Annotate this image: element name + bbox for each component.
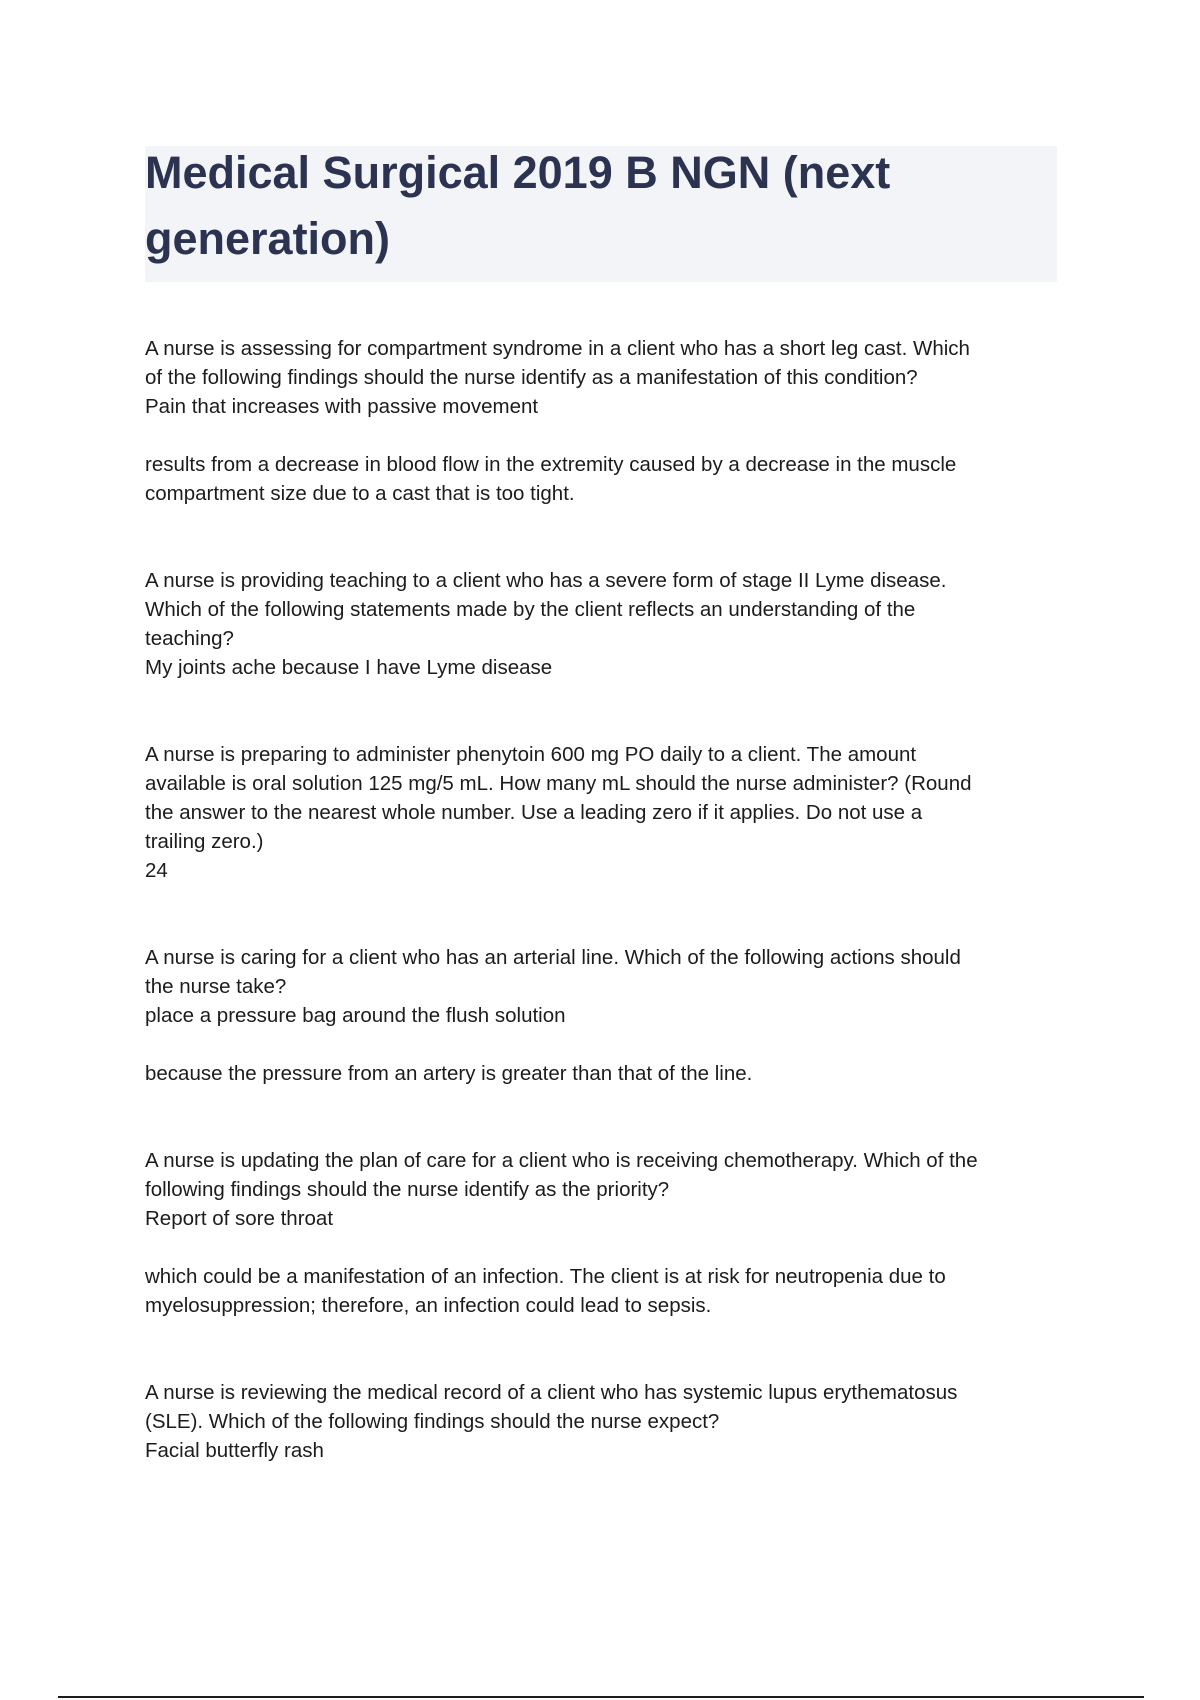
question-line: A nurse is assessing for compartment syndrome in a client who has a short leg cast. Which bbox=[145, 337, 970, 360]
question-line: of the following findings should the nurse identify as a manifestation of this condition? bbox=[145, 366, 918, 389]
qa-item bbox=[145, 1378, 1055, 1465]
question-line: the answer to the nearest whole number. Use a leading zero if it applies. Do not use a bbox=[145, 801, 923, 824]
question-line: A nurse is caring for a client who has an arterial line. Which of the following actions should bbox=[145, 946, 961, 969]
explanation-line: results from a decrease in blood flow in the extremity caused by a decrease in the muscle bbox=[145, 453, 957, 476]
question-line: (SLE). Which of the following findings should the nurse expect? bbox=[145, 1410, 720, 1433]
document-title: Medical Surgical 2019 B NGN (next generation) bbox=[145, 147, 891, 264]
question-line: A nurse is preparing to administer phenytoin 600 mg PO daily to a client. The amount bbox=[145, 743, 917, 766]
qa-item bbox=[145, 334, 1055, 508]
qa-item bbox=[145, 740, 1055, 885]
explanation bbox=[145, 450, 1055, 508]
footer-divider bbox=[58, 1696, 1144, 1698]
question-line: the nurse take? bbox=[145, 975, 287, 998]
question-line: teaching? bbox=[145, 627, 234, 650]
explanation-line: because the pressure from an artery is greater than that of the line. bbox=[145, 1062, 753, 1085]
qa-item bbox=[145, 566, 1055, 682]
explanation-line: myelosuppression; therefore, an infection could lead to sepsis. bbox=[145, 1294, 712, 1317]
answer: place a pressure bag around the flush solution bbox=[145, 1004, 566, 1027]
answer: My joints ache because I have Lyme disease bbox=[145, 656, 553, 679]
answer: Pain that increases with passive movement bbox=[145, 395, 539, 418]
question-line: following findings should the nurse identify as the priority? bbox=[145, 1178, 670, 1201]
answer: 24 bbox=[145, 859, 168, 882]
qa-item bbox=[145, 943, 1055, 1088]
explanation bbox=[145, 1059, 1055, 1088]
explanation bbox=[145, 1262, 1055, 1320]
answer: Facial butterfly rash bbox=[145, 1439, 324, 1462]
question-line: available is oral solution 125 mg/5 mL. How many mL should the nurse administer? (Round bbox=[145, 772, 972, 795]
question-line: Which of the following statements made by the client reflects an understanding of the bbox=[145, 598, 916, 621]
question-line: A nurse is reviewing the medical record of a client who has systemic lupus erythematosus bbox=[145, 1381, 958, 1404]
question-line: A nurse is providing teaching to a client who has a severe form of stage II Lyme disease. bbox=[145, 569, 947, 592]
question-line: trailing zero.) bbox=[145, 830, 264, 853]
qa-item bbox=[145, 1146, 1055, 1320]
explanation-line: which could be a manifestation of an infection. The client is at risk for neutropenia due to bbox=[145, 1265, 946, 1288]
answer: Report of sore throat bbox=[145, 1207, 334, 1230]
question-line: A nurse is updating the plan of care for a client who is receiving chemotherapy. Which of the bbox=[145, 1149, 978, 1172]
qa-list bbox=[145, 334, 1055, 1465]
explanation-line: compartment size due to a cast that is too tight. bbox=[145, 482, 575, 505]
